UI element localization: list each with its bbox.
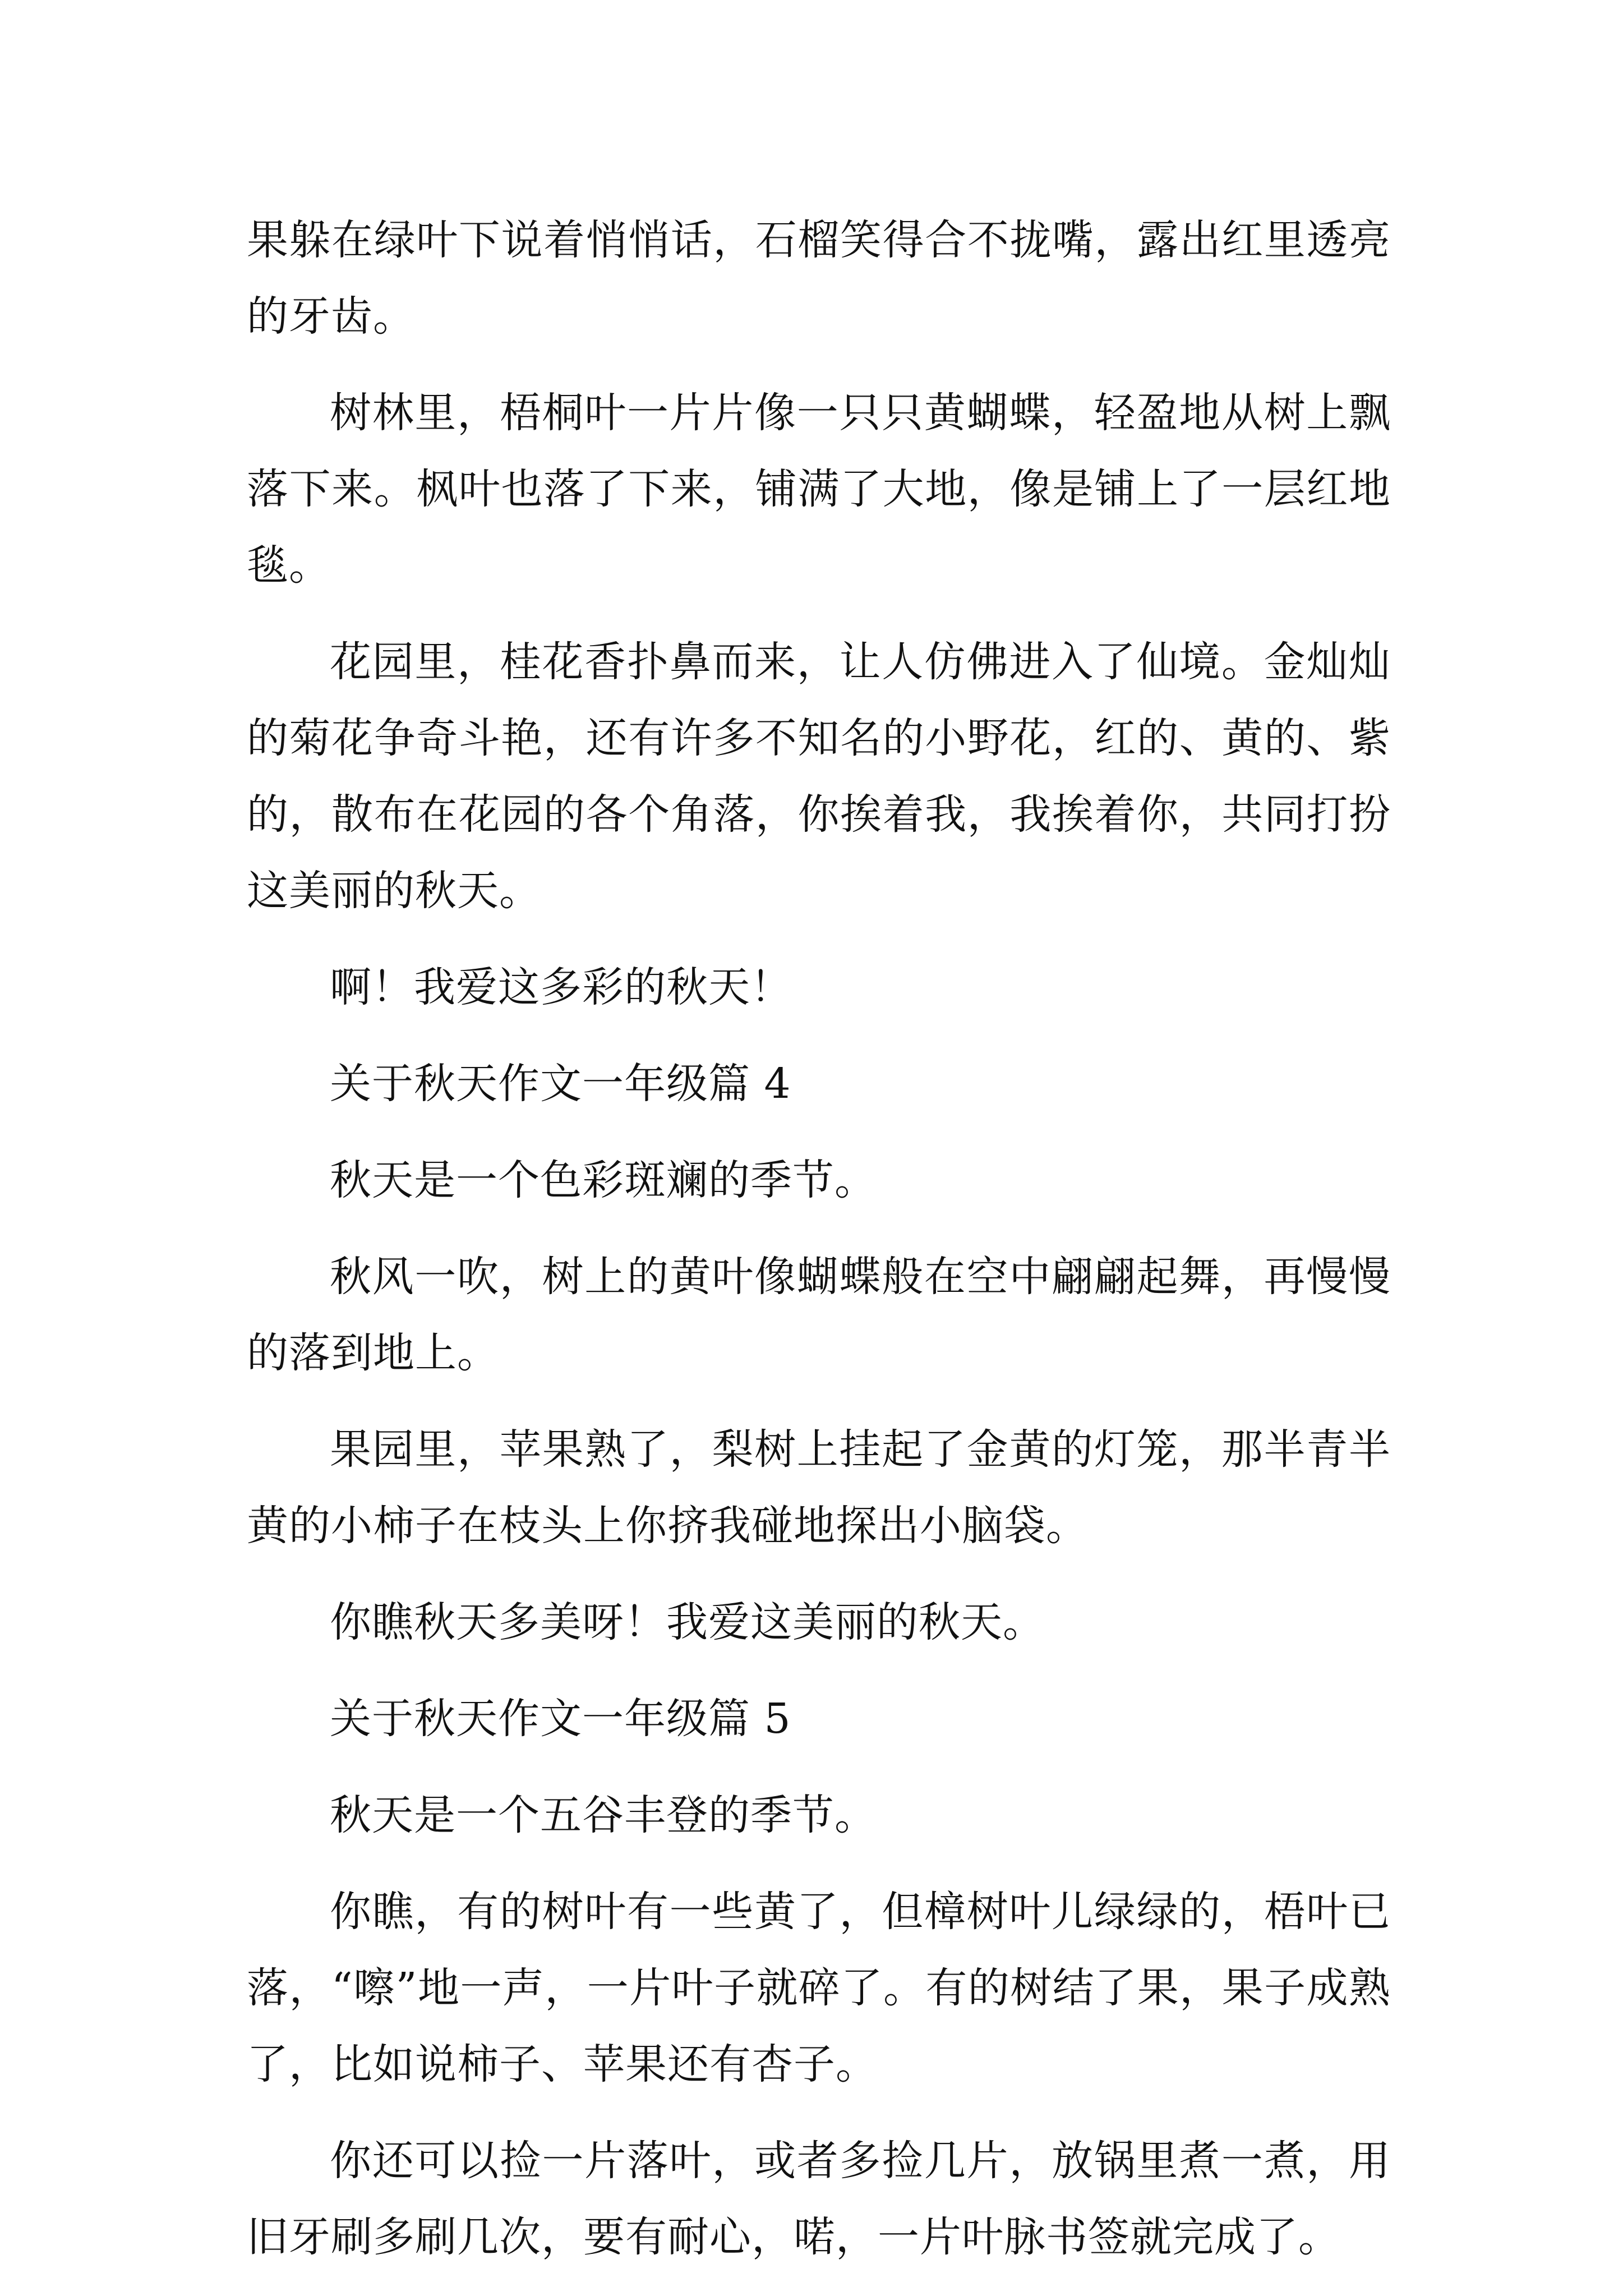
section-heading-5: 关于秋天作文一年级篇 5 xyxy=(330,1695,791,1743)
document-body xyxy=(247,202,1391,2295)
paragraph-orchard: 果园里，苹果熟了，梨树上挂起了金黄的灯笼，那半青半黄的小柿子在枝头上你挤我碰地探出小脑袋。 xyxy=(247,1425,1391,1550)
paragraph-wind: 秋风一吹，树上的黄叶像蝴蝶般在空中翩翩起舞，再慢慢的落到地上。 xyxy=(247,1253,1391,1377)
paragraph-leaves: 你瞧，有的树叶有一些黄了，但樟树叶儿绿绿的，梧叶已落，“嚓”地一声，一片叶子就碎了。有的树结了果，果子成熟了，比如说柿子、苹果还有杏子。 xyxy=(247,1888,1391,2088)
paragraph-intro-5: 秋天是一个五谷丰登的季节。 xyxy=(330,1791,877,1839)
section-heading-4: 关于秋天作文一年级篇 4 xyxy=(330,1060,791,1108)
paragraph-intro-4: 秋天是一个色彩斑斓的季节。 xyxy=(330,1156,877,1204)
paragraph-exclamation: 啊！我爱这多彩的秋天！ xyxy=(330,963,792,1011)
paragraph-bookmark: 你还可以捡一片落叶，或者多捡几片，放锅里煮一煮，用旧牙刷多刷几次，要有耐心，喏，一片叶脉书签就完成了。 xyxy=(247,2137,1391,2261)
paragraph-woods: 树林里，梧桐叶一片片像一只只黄蝴蝶，轻盈地从树上飘落下来。枫叶也落了下来，铺满了大地，像是铺上了一层红地毯。 xyxy=(247,389,1391,590)
paragraph-closing-4: 你瞧秋天多美呀！我爱这美丽的秋天。 xyxy=(330,1598,1045,1646)
paragraph-garden: 花园里，桂花香扑鼻而来，让人仿佛进入了仙境。金灿灿的菊花争奇斗艳，还有许多不知名的小野花，红的、黄的、紫的，散布在花园的各个角落，你挨着我，我挨着你，共同打扮这美丽的秋天。 xyxy=(247,638,1391,915)
paragraph-continued: 果躲在绿叶下说着悄悄话，石榴笑得合不拢嘴，露出红里透亮的牙齿。 xyxy=(247,216,1391,341)
